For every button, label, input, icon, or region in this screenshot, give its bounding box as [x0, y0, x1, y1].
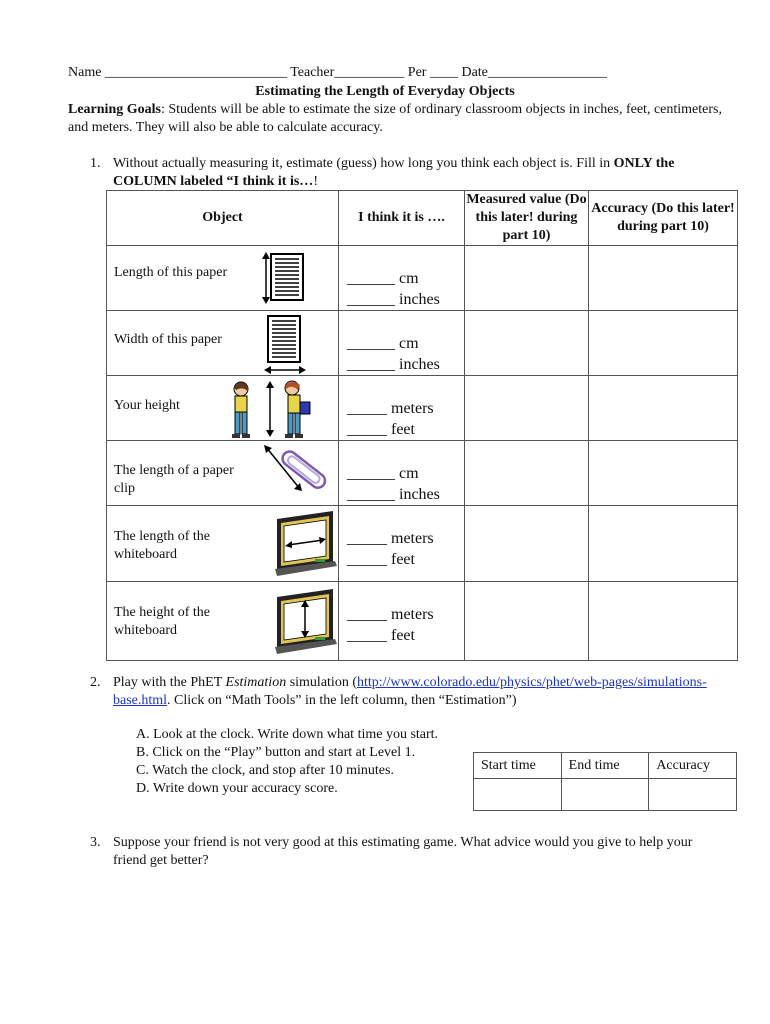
measured-cell[interactable]	[465, 582, 589, 661]
guess-line-1: _____ meters	[347, 530, 434, 547]
question-2-number: 2.	[90, 675, 101, 690]
paper-width-icon	[262, 314, 310, 374]
header-measured: Measured value (Do this later! during part 10)	[465, 191, 589, 246]
step-c: C. Watch the clock, and stop after 10 minutes.	[136, 763, 394, 778]
student-info-line	[68, 64, 708, 82]
q2-text-a: Play with the PhET	[113, 675, 226, 690]
paper-length-icon	[259, 250, 309, 304]
object-cell	[107, 311, 339, 376]
guess-line-2: _____ feet	[347, 551, 415, 568]
accuracy-cell[interactable]	[589, 376, 738, 441]
guess-cell[interactable]	[339, 311, 465, 376]
paperclip-icon	[262, 443, 334, 493]
start-time-header: Start time	[474, 753, 562, 779]
q1-text-end: !	[313, 174, 318, 189]
guess-line-1: _____ meters	[347, 400, 434, 417]
table-row	[107, 246, 738, 311]
accuracy-cell[interactable]	[589, 246, 738, 311]
step-a: A. Look at the clock. Write down what time you start.	[136, 727, 439, 742]
guess-cell[interactable]	[339, 376, 465, 441]
question-3-number: 3.	[90, 835, 101, 850]
teacher-blank[interactable]: __________	[334, 65, 405, 80]
end-time-cell[interactable]	[561, 779, 649, 811]
kids-height-icon	[222, 378, 334, 440]
name-blank[interactable]: __________________________	[104, 65, 287, 80]
header-guess: I think it is ….	[339, 191, 465, 246]
accuracy-cell[interactable]	[589, 582, 738, 661]
guess-line-1: _____ meters	[347, 606, 434, 623]
q2-text-c: . Click on “Math Tools” in the left column, then “Estimation”)	[167, 693, 517, 708]
step-d: D. Write down your accuracy score.	[136, 781, 338, 796]
object-cell	[107, 376, 339, 441]
date-label: Date	[461, 65, 488, 80]
guess-line-1: ______ cm	[347, 335, 419, 352]
name-label: Name	[68, 65, 102, 80]
step-b: B. Click on the “Play” button and start at Level 1.	[136, 745, 416, 760]
object-label: The length of a paper clip	[114, 463, 234, 496]
instruction-steps	[136, 726, 438, 798]
question-2-text	[113, 674, 733, 710]
question-1-number: 1.	[90, 156, 101, 171]
object-label: Length of this paper	[114, 265, 228, 280]
guess-line-2: ______ inches	[347, 291, 440, 308]
guess-cell[interactable]	[339, 506, 465, 582]
guess-cell[interactable]	[339, 246, 465, 311]
measured-cell[interactable]	[465, 506, 589, 582]
guess-cell[interactable]	[339, 441, 465, 506]
accuracy-header: Accuracy	[649, 753, 737, 779]
time-table	[473, 752, 737, 811]
q2-text-b: simulation (	[286, 675, 357, 690]
per-blank[interactable]: ____	[429, 65, 458, 80]
object-cell	[107, 246, 339, 311]
measured-cell[interactable]	[465, 246, 589, 311]
object-cell	[107, 506, 339, 582]
measured-cell[interactable]	[465, 311, 589, 376]
measured-cell[interactable]	[465, 441, 589, 506]
object-label: Your height	[114, 398, 180, 413]
accuracy-cell[interactable]	[589, 506, 738, 582]
table-row	[107, 376, 738, 441]
table-row	[107, 311, 738, 376]
accuracy-cell[interactable]	[589, 311, 738, 376]
object-label: The length of the whiteboard	[114, 529, 211, 562]
guess-line-2: ______ inches	[347, 486, 440, 503]
per-label: Per	[407, 65, 427, 80]
question-3-text: Suppose your friend is not very good at this estimating game. What advice would you give to help your friend get better?	[113, 835, 693, 868]
table-row	[107, 506, 738, 582]
q1-text-a: Without actually measuring it, estimate (guess) how long you think each object is. Fill in	[113, 156, 614, 171]
estimation-table	[106, 190, 738, 661]
object-label: The height of the whiteboard	[114, 605, 211, 638]
guess-cell[interactable]	[339, 582, 465, 661]
object-cell	[107, 441, 339, 506]
whiteboard-height-icon	[275, 587, 339, 657]
date-blank[interactable]: _________________	[487, 65, 607, 80]
guess-line-1: ______ cm	[347, 465, 419, 482]
learning-goals-label: Learning Goals	[68, 102, 161, 117]
start-time-cell[interactable]	[474, 779, 562, 811]
page-title: Estimating the Length of Everyday Objects	[255, 84, 515, 99]
guess-line-2: ______ inches	[347, 356, 440, 373]
measured-cell[interactable]	[465, 376, 589, 441]
guess-line-2: _____ feet	[347, 627, 415, 644]
q2-text-italic: Estimation	[225, 675, 287, 690]
end-time-header: End time	[561, 753, 649, 779]
guess-line-1: ______ cm	[347, 270, 419, 287]
accuracy-cell[interactable]	[589, 441, 738, 506]
header-object: Object	[107, 191, 339, 246]
guess-line-2: _____ feet	[347, 421, 415, 438]
accuracy-score-cell[interactable]	[649, 779, 737, 811]
table-row	[107, 582, 738, 661]
header-accuracy: Accuracy (Do this later! during part 10)	[589, 191, 738, 246]
question-1-text	[113, 155, 733, 191]
teacher-label: Teacher	[290, 65, 335, 80]
learning-goals-text: : Students will be able to estimate the size of ordinary classroom objects in inches, feet, centimeters, and meters. They will also be able to calculate accuracy.	[68, 102, 722, 135]
q1-text-bold: ONLY the COLUMN labeled “I think it is…	[113, 156, 675, 189]
whiteboard-length-icon	[275, 509, 339, 579]
table-row	[107, 441, 738, 506]
object-label: Width of this paper	[114, 332, 222, 347]
object-cell	[107, 582, 339, 661]
learning-goals	[68, 101, 728, 137]
phet-link[interactable]: http://www.colorado.edu/physics/phet/web-pages/simulations-base.html	[113, 675, 707, 708]
